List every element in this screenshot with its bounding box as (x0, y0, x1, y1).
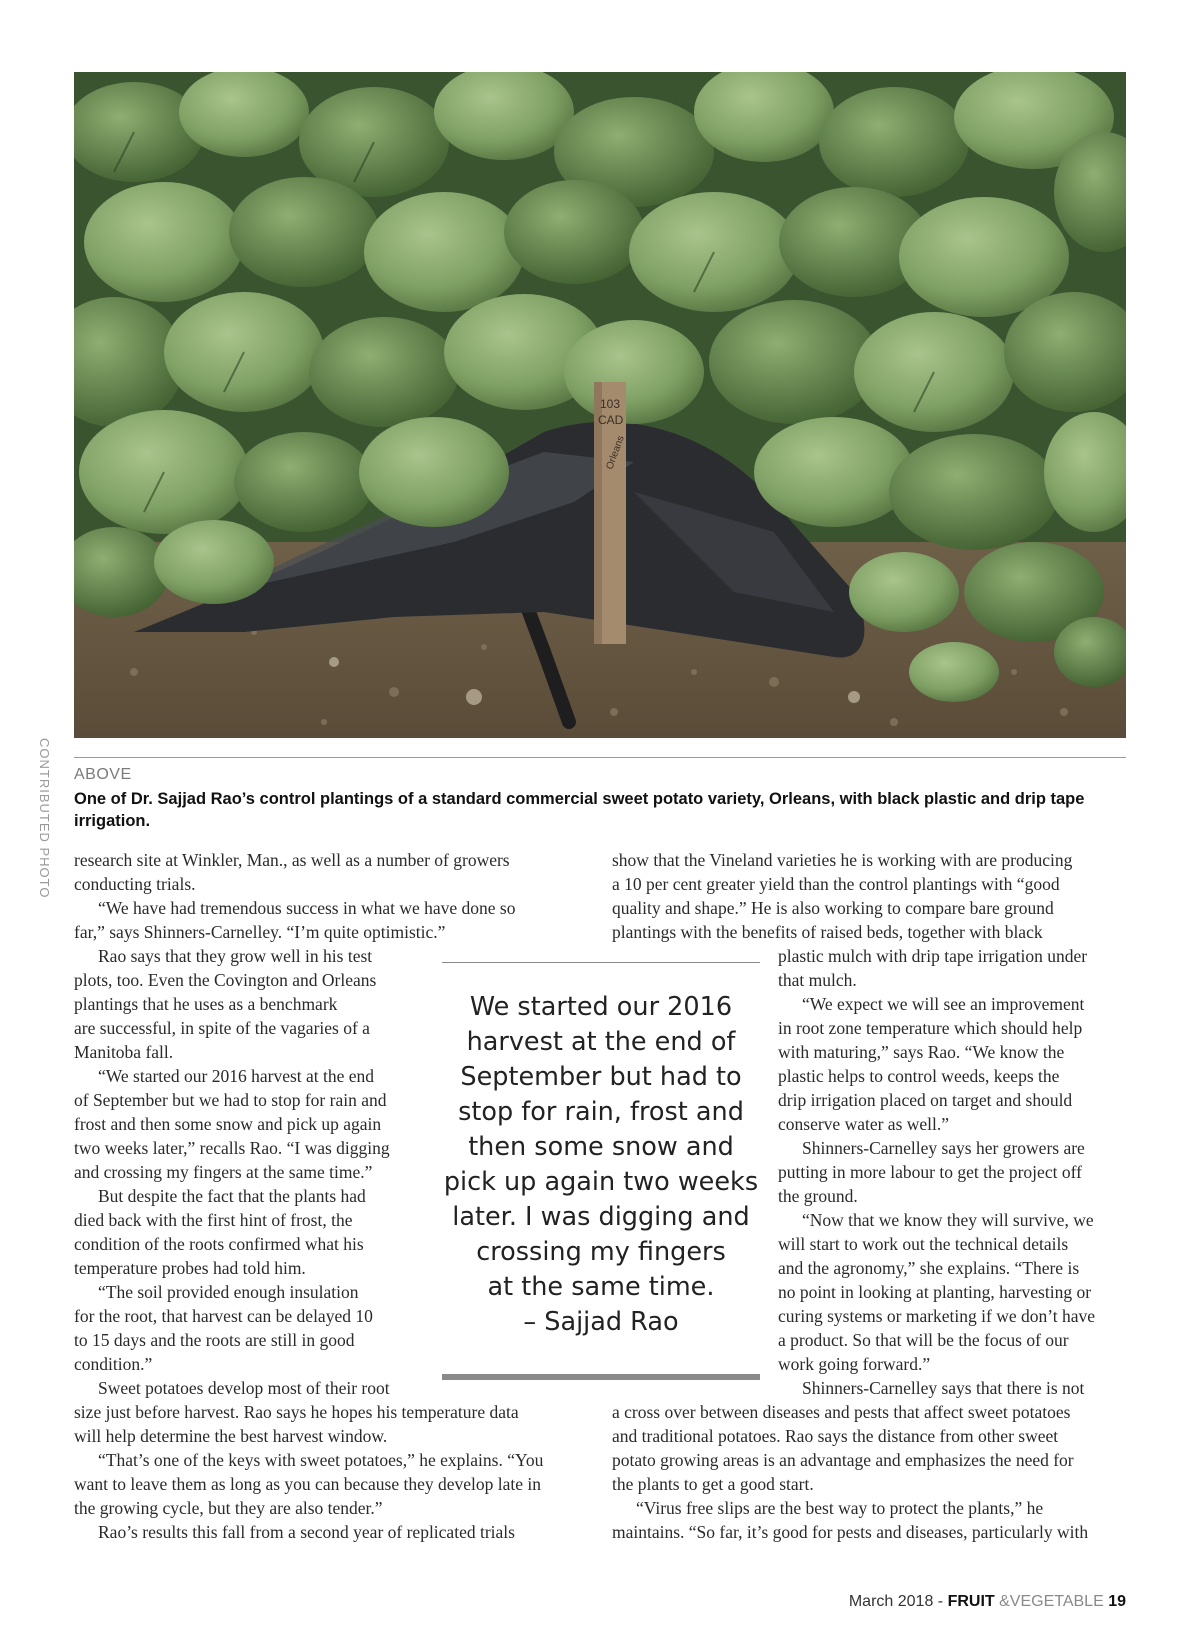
article-text-line: conserve water as well.” (778, 1114, 950, 1134)
article-text-line: putting in more labour to get the project off (778, 1162, 1082, 1182)
article-text-line: size just before harvest. Rao says he hopes his temperature data (74, 1402, 519, 1422)
article-text-line: temperature probes had told him. (74, 1258, 306, 1278)
footer-date: March 2018 - (848, 1593, 948, 1610)
article-text-line: died back with the first hint of frost, the (74, 1210, 353, 1230)
article-text-line: Shinners-Carnelley says her growers are (802, 1138, 1085, 1158)
article-text-line: are successful, in spite of the vagaries of a (74, 1018, 370, 1038)
pull-quote-line: harvest at the end of (466, 1027, 736, 1057)
article-text-line: “Virus free slips are the best way to protect the plants,” he (636, 1498, 1044, 1518)
article-text-line: two weeks later,” recalls Rao. “I was digging (74, 1138, 390, 1158)
article-text-line: drip irrigation placed on target and should (778, 1090, 1073, 1110)
article-text-line: condition.” (74, 1354, 153, 1374)
article-text-line: the plants to get a good start. (612, 1474, 814, 1494)
article-text-line: work going forward.” (778, 1354, 931, 1374)
article-text-line: Sweet potatoes develop most of their root (98, 1378, 390, 1398)
article-text-line: condition of the roots confirmed what his (74, 1234, 364, 1254)
stake-label-number: 103 (600, 397, 621, 411)
article-text-line: “We expect we will see an improvement (802, 994, 1085, 1014)
pull-quote-line: at the same time. (487, 1272, 715, 1302)
article-text-line: no point in looking at planting, harvesting or (778, 1282, 1092, 1302)
article-text-line: a cross over between diseases and pests that affect sweet potatoes (612, 1402, 1071, 1422)
stake-label-code: CAD (598, 413, 624, 427)
photo-illustration (74, 72, 1126, 738)
article-text-line: plantings with the benefits of raised beds, together with black (612, 922, 1043, 942)
caption-label: ABOVE (74, 766, 132, 783)
article-text-line: that mulch. (778, 970, 857, 990)
article-text-line: But despite the fact that the plants had (98, 1186, 366, 1206)
article-text-line: to 15 days and the roots are still in good (74, 1330, 355, 1350)
pull-quote-line: then some snow and (468, 1132, 734, 1162)
article-text-line: plastic mulch with drip tape irrigation under (778, 946, 1088, 966)
article-text-line: for the root, that harvest can be delayed 10 (74, 1306, 373, 1326)
article-text-line: plots, too. Even the Covington and Orleans (74, 970, 377, 990)
photo-sweet-potato-plantings (74, 72, 1126, 738)
article-text-line: “The soil provided enough insulation (98, 1282, 359, 1302)
article-text-line: and traditional potatoes. Rao says the distance from other sweet (612, 1426, 1059, 1446)
article-text-line: Rao’s results this fall from a second year of replicated trials (98, 1522, 515, 1542)
article-text-line: and crossing my fingers at the same time.” (74, 1162, 373, 1182)
article-text-line: Manitoba fall. (74, 1042, 174, 1062)
pull-quote-line: stop for rain, frost and (458, 1097, 744, 1127)
article-text-line: will help determine the best harvest window. (74, 1426, 388, 1446)
article-text-line: with maturing,” says Rao. “We know the (778, 1042, 1065, 1062)
page-number: 19 (1108, 1593, 1126, 1610)
article-text-line: “That’s one of the keys with sweet potatoes,” he explains. “You (98, 1450, 544, 1470)
article-text-line: Shinners-Carnelley says that there is not (802, 1378, 1085, 1398)
article-text-line: maintains. “So far, it’s good for pests and diseases, particularly with (612, 1522, 1089, 1542)
article-text-line: “Now that we know they will survive, we (802, 1210, 1094, 1230)
footer-brand-fruit: FRUIT (947, 1593, 995, 1610)
article-text-line: curing systems or marketing if we don’t have (778, 1306, 1096, 1326)
article-text-line: conducting trials. (74, 874, 196, 894)
pull-quote-line: September but had to (460, 1062, 742, 1092)
photo-credit: CONTRIBUTED PHOTO (37, 738, 52, 899)
article-text-line: want to leave them as long as you can because they develop late in (74, 1474, 541, 1494)
article-text-line: plastic helps to control weeds, keeps the (778, 1066, 1060, 1086)
article-text-line: and the agronomy,” she explains. “There is (778, 1258, 1080, 1278)
pull-quote-line: crossing my fingers (476, 1237, 726, 1267)
pull-quote-line: later. I was digging and (452, 1202, 750, 1232)
pull-quote (438, 990, 764, 1340)
page-footer (849, 1593, 1126, 1611)
pull-quote-line: pick up again two weeks (443, 1167, 759, 1197)
footer-brand-vegetable: &VEGETABLE (994, 1593, 1109, 1610)
article-text-line: of September but we had to stop for rain and (74, 1090, 387, 1110)
article-text-line: the ground. (778, 1186, 858, 1206)
article-text-line: in root zone temperature which should help (778, 1018, 1083, 1038)
article-text-line: “We started our 2016 harvest at the end (98, 1066, 375, 1086)
stake-label-variety: Orleans (604, 434, 627, 472)
article-text-line: research site at Winkler, Man., as well as a number of growers (74, 850, 510, 870)
pull-quote-line: We started our 2016 (469, 992, 733, 1022)
article-text-line: a 10 per cent greater yield than the control plantings with “good (612, 874, 1060, 894)
caption-divider (74, 757, 1126, 758)
article-text-line: plantings that he uses as a benchmark (74, 994, 338, 1014)
article-text-line: frost and then some snow and pick up again (74, 1114, 382, 1134)
article-text-line: a product. So that will be the focus of our (778, 1330, 1069, 1350)
article-text-line: show that the Vineland varieties he is working with are producing (612, 850, 1073, 870)
pull-quote-top-rule (442, 962, 760, 963)
pull-quote-attribution: – Sajjad Rao (523, 1307, 679, 1337)
pull-quote-bottom-rule (442, 1374, 760, 1380)
article-text-line: potato growing areas is an advantage and emphasizes the need for (612, 1450, 1074, 1470)
article-text-line: the growing cycle, but they are also tender.” (74, 1498, 383, 1518)
caption-text: One of Dr. Sajjad Rao’s control plantings of a standard commercial sweet potato variety, Orleans, with black plastic and drip tape irrigation. (74, 790, 1085, 830)
article-text-line: far,” says Shinners-Carnelley. “I’m quite optimistic.” (74, 922, 446, 942)
article-text-line: Rao says that they grow well in his test (98, 946, 373, 966)
article-text-line: will start to work out the technical details (778, 1234, 1069, 1254)
article-text-line: “We have had tremendous success in what we have done so (98, 898, 516, 918)
article-text-line: quality and shape.” He is also working to compare bare ground (612, 898, 1054, 918)
